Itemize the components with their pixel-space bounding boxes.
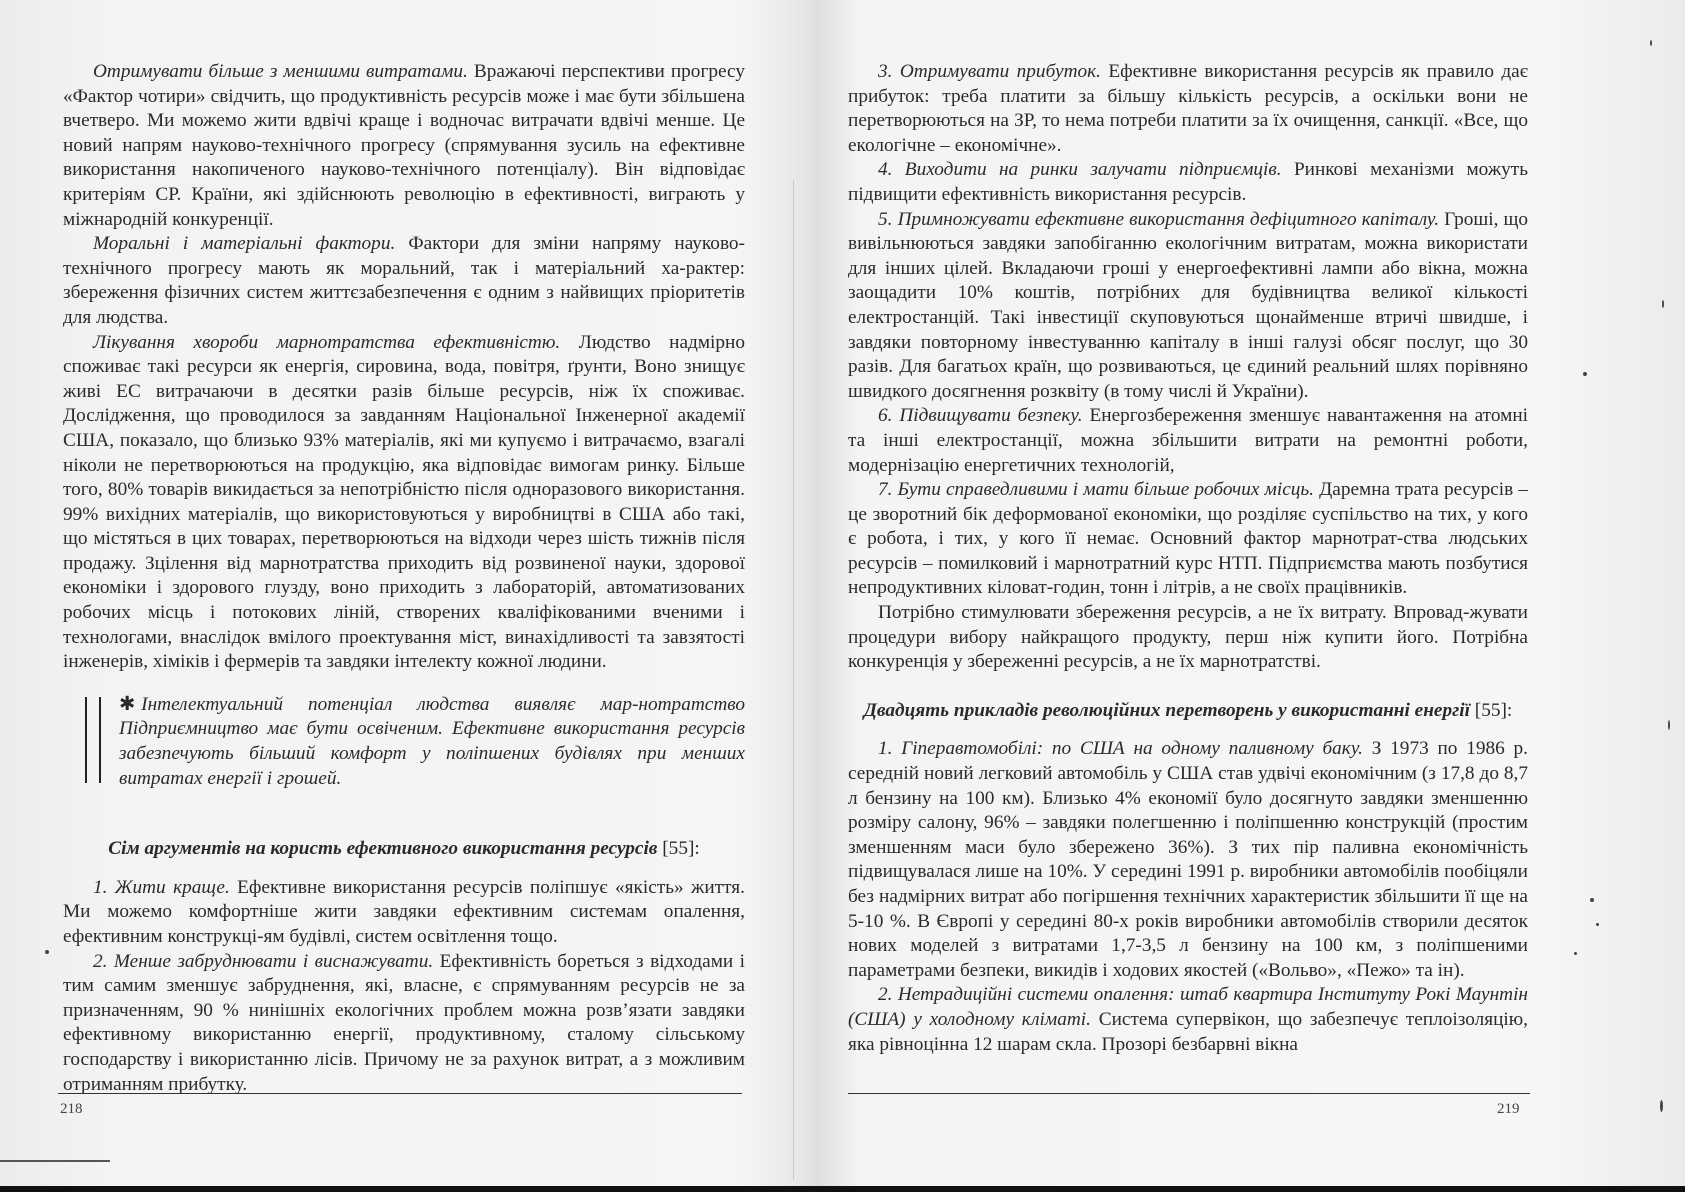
scan-speck xyxy=(1583,372,1587,376)
callout-bars xyxy=(85,697,101,783)
scan-speck xyxy=(1660,1100,1663,1112)
scan-speck xyxy=(1596,923,1599,926)
argument-1: 1. Жити краще. Ефективне використання ресурсів поліпшує «якість» життя. Ми можемо комфортніше жити завдяки ефективним системам опалення, ефективним конструкці-ям будівлі, систем освітлення тощо. xyxy=(63,876,745,947)
example-1: 1. Гіперавтомобілі: по США на одному паливному баку. З 1973 по 1986 р. середній новий легковий автомобіль у США став удвічі економічним (з 17,8 до 8,7 л бензину на 100 км). Близько 4% економії було досягнуто завдяки зменшенню розміру салону, 96% – завдяки полегшенню і поліпшенню конструкцій (простим зменшенням маси було збережено 36%). З тих пір паливна економічність підвищувалася лише на 10%. У середині 1991 р. виробники автомобілів пообіцяли без надмірних витрат або погіршення технічних характеристик збільшити її ще на 5-10 %. В Європі у середині 80-х років виробники автомобілів створили десяток нових моделей з витратами 1,7-3,5 л бензину на 100 км, з поліпшеними параметрами безпеки, викидів і ходових якостей («Вольво», «Пежо» та ін). xyxy=(848,738,1528,981)
left-page xyxy=(63,60,745,1097)
argument-4: 4. Виходити на ринки залучати підприємців. Ринкові механізми можуть підвищити ефективність використання ресурсів. xyxy=(848,159,1529,205)
footer-rule-right xyxy=(848,1093,1530,1094)
scan-speck xyxy=(1590,898,1594,902)
argument-6: 6. Підвищувати безпеку. Енергозбереження зменшує навантаження на атомні та інші електростанції, можна збільшити витрати на ремонтні роботи, модернізацію енергетичних технологій, xyxy=(848,405,1528,476)
scan-speck xyxy=(1650,40,1652,46)
argument-2: 2. Менше забруднювати і виснажувати. Ефективність бореться з відходами і тим самим зменшує забруднення, які, власне, є спрямуванням ресурсів не за призначенням, 90 % нинішніх екологічних проблем можна розв’язати завдяки ефективному використанню енергії, продуктивному, сталому сільському господарству і використанню лісів. Причому не за рахунок витрат, а з можливим отриманням прибутку. xyxy=(63,950,746,1095)
page-number-left: 218 xyxy=(60,1101,83,1117)
argument-3: 3. Отримувати прибуток. Ефективне використання ресурсів як правило дає прибуток: треба платити за більшу кількість ресурсів, а оскільки вони не перетворюються на ЗР, то нема потреби платити за їх очищення, санкції. «Все, що екологічне – економічне». xyxy=(848,61,1528,156)
footer-rule-left xyxy=(58,1093,742,1094)
heading-seven-arguments: Сім аргументів на користь ефективного використання ресурсів [55]: xyxy=(108,838,700,860)
paragraph-more-with-less: Отримувати більше з меншими витратами. Вражаючі перспективи прогресу «Фактор чотири» свідчить, що продуктивність ресурсів може і має бути збільшена вчетверо. Ми можемо жити вдвічі краще і водночас витрачати вдвічі менше. Це новий напрям науково-технічного прогресу (спрямування зусиль на ефективне використання накопиченого науково-технічного потенціалу). Він відповідає критеріям СР. Країни, які здійснюють революцію в ефективності, виграють у міжнародній конкуренції. xyxy=(63,61,745,230)
page-number-right: 219 xyxy=(1497,1101,1520,1117)
paragraph-moral-material-factors: Моральні і матеріальні фактори. Фактори для зміни напряму науково-технічного прогресу мають як моральний, так і матеріальний ха-рактер: збереження фізичних систем життєзабезпечення є одним з найвищих пріоритетів для людства. xyxy=(63,233,745,328)
example-2: 2. Нетрадиційні системи опалення: штаб квартира Інституту Рокі Маунтін (США) у холодному кліматі. Система супервікон, що забезпечує теплоізоляцію, яка рівноцінна 12 шарам скла. Прозорі безбарвні вікна xyxy=(848,984,1528,1055)
argument-5: 5. Примножувати ефективне використання дефіцитного капіталу. Гроші, що вивільнюються завдяки запобіганню екологічним витратам, можна використати для інших цілей. Вкладаючи гроші у енергоефективні лампи або вікна, можна заощадити 10% коштів, потрібних для будівництва великої кількості електростанцій. Такі інвестиції скуповуються щонайменше втричі швидше, і завдяки повторному інвестуванню капіталу в інші галузі обсяг послуг, що 30 разів. Для багатьох країн, що розвиваються, це єдиний реальний шлях порівняно швидкого досягнення розквіту (в тому числі й України). xyxy=(848,208,1528,402)
scan-edge-line xyxy=(0,1160,110,1162)
scan-speck xyxy=(1574,952,1577,955)
book-gutter xyxy=(793,180,794,1180)
scan-speck xyxy=(45,950,49,954)
paragraph-need-stimulate: Потрібно стимулювати збереження ресурсів, а не їх витрату. Впровад-жувати процедури вибору найкращого продукту, перш ніж купити його. Потрібна конкуренція у збереженні ресурсів, а не їх марнотратстві. xyxy=(848,602,1528,673)
scan-speck xyxy=(1668,720,1670,730)
right-page xyxy=(848,60,1528,1057)
argument-7: 7. Бути справедливими і мати більше робочих місць. Даремна трата ресурсів – це зворотний бік деформованої економіки, що розділяє суспільство на тих, у кого є робота, і тих, у кого її немає. Основний фактор марнотрат-ства людських ресурсів – помилковий і марнотратний курс НТП. Підприємства мають позбутися непродуктивних кіловат-годин, тонн і літрів, а не своїх працівників. xyxy=(848,479,1529,599)
scan-speck xyxy=(1662,300,1664,308)
callout-text: Інтелектуальний потенціал людства виявляє мар-нотратство Підприємництво має бути освіченим. Ефективне використання ресурсів забезпечують більший комфорт у поліпшених будівлях при менших витратах енергії і грошей. xyxy=(119,693,745,789)
callout-box xyxy=(63,693,745,791)
asterisk-icon: ✱ xyxy=(119,693,136,715)
scan-bottom-edge xyxy=(0,1186,1685,1192)
heading-twenty-examples: Двадцять прикладів революційних перетворень у використанні енергії [55]: xyxy=(863,699,1513,721)
paragraph-curing-waste: Лікування хвороби марнотратства ефективністю. Людство надмірно споживає такі ресурси як енергія, сировина, вода, повітря, ґрунти, Воно знищує живі ЕС витрачаючи в десятки разів більше ресурсів, ніж їх споживає. Дослідження, що проводилося за завданням Національної Інженерної академії США, показало, що близько 93% матеріалів, які ми купуємо і витрачаємо, взагалі ніколи не перетворюються на продукцію, яка відповідає вимогам ринку. Більше того, 80% товарів викидається за непотрібністю після одноразового використання. 99% вихідних матеріалів, що використовуються у виробництві в США або такі, що містяться в цих товарах, перетворюються на відходи через шість тижнів після продажу. Зцілення від марнотратства приходить від розвиненої науки, здорової економіки і здорового глузду, воно приходить з лабораторій, автоматизованих робочих місць і потокових ліній, створених кваліфікованими вченими і технологами, внаслідок вмілого проектування міст, винахідливості та завзятості інженерів, хіміків і фермерів та завдяки інтелекту кожної людини. xyxy=(63,331,745,673)
